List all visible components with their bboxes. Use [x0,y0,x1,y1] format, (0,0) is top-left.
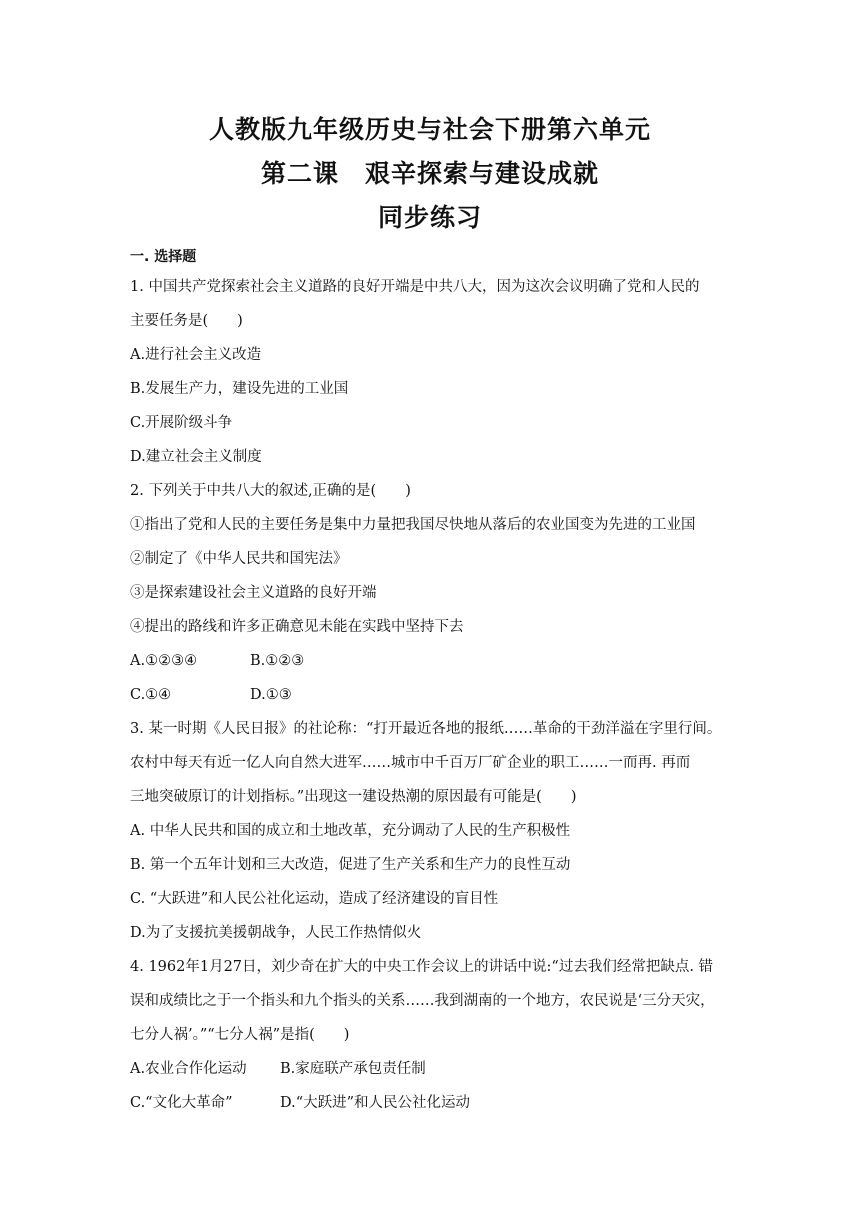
answer-option: B.①②③ [250,653,305,669]
answer-option-row [130,1052,740,1086]
answer-option-row [130,1086,740,1120]
answer-option: C.开展阶级斗争 [130,415,233,431]
answer-option: A.①②③④ [130,653,198,669]
question-statement: ③是探索建设社会主义道路的良好开端 [130,585,377,601]
question-stem-line: 三地突破原订的计划指标。”出现这一建设热潮的原因最有可能是( ) [130,789,577,805]
answer-option: B.家庭联产承包责任制 [280,1061,426,1077]
question-stem-line: 误和成绩比之于一个指头和九个指头的关系……我到湖南的一个地方，农民说是‘三分天灾， [130,993,715,1009]
title-line-1: 人教版九年级历史与社会下册第六单元 [208,115,651,144]
answer-option: A. 中华人民共和国的成立和土地改革，充分调动了人民的生产积极性 [130,823,571,839]
question-stem-line: 农村中每天有近一亿人向自然大进军……城市中千百万厂矿企业的职工……一而再. 再而 [130,755,691,771]
answer-option: D.建立社会主义制度 [130,449,262,465]
answer-option: A.进行社会主义改造 [130,347,262,363]
question-2 [130,474,740,712]
question-4 [130,950,740,1120]
question-stem-line: 主要任务是( ) [130,313,243,329]
answer-option: C. “大跃进”和人民公社化运动，造成了经济建设的盲目性 [130,891,499,907]
document-body [130,244,740,1120]
title-line-2: 第二课 艰辛探索与建设成就 [260,159,599,188]
answer-option: D.①③ [250,687,292,703]
answer-option: B. 第一个五年计划和三大改造，促进了生产关系和生产力的良性互动 [130,857,571,873]
document-title [0,108,860,240]
question-stem-line: 2. 下列关于中共八大的叙述,正确的是( ) [130,483,411,499]
question-stem-line: 1. 中国共产党探索社会主义道路的良好开端是中共八大，因为这次会议明确了党和人民的 [130,279,700,295]
question-3 [130,712,740,950]
answer-option: A.农业合作化运动 [130,1061,247,1077]
question-statement: ②制定了《中华人民共和国宪法》 [130,551,348,567]
answer-option: D.“大跃进”和人民公社化运动 [280,1095,471,1111]
section-title: 一. 选择题 [130,249,197,265]
question-stem-line: 七分人祸’。”“七分人祸”是指( ) [130,1027,350,1043]
question-stem-line: 4. 1962年1月27日，刘少奇在扩大的中央工作会议上的讲话中说:“过去我们经常把缺点. 错 [130,959,714,975]
question-stem-line: 3. 某一时期《人民日报》的社论称：“打开最近各地的报纸……革命的干劲洋溢在字里行间。 [130,721,722,737]
answer-option: C.①④ [130,687,172,703]
answer-option: B.发展生产力，建设先进的工业国 [130,381,349,397]
answer-option: C.“文化大革命” [130,1095,233,1111]
question-statement: ④提出的路线和许多正确意见未能在实践中坚持下去 [130,619,464,635]
answer-option: D.为了支援抗美援朝战争，人民工作热情似火 [130,925,422,941]
answer-option-row [130,678,740,712]
answer-option-row [130,644,740,678]
title-line-3: 同步练习 [377,203,482,232]
question-statement: ①指出了党和人民的主要任务是集中力量把我国尽快地从落后的农业国变为先进的工业国 [130,517,696,533]
question-1 [130,270,740,474]
